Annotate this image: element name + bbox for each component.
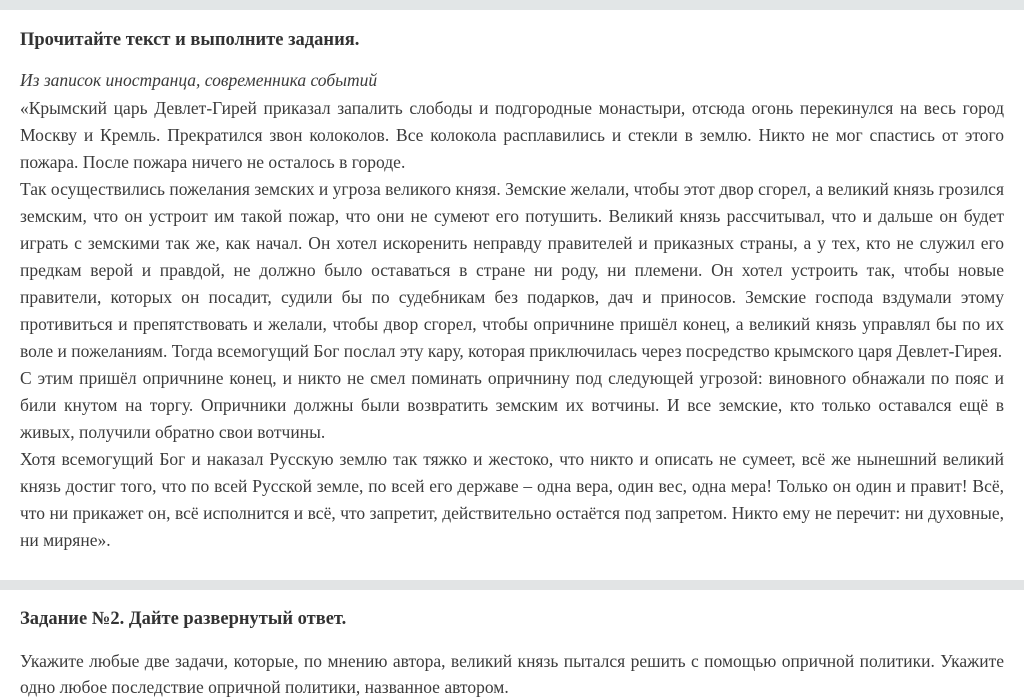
passage-paragraph: Хотя всемогущий Бог и наказал Русскую землю так тяжко и жестоко, что никто и описать не сумеет, всё же нынешний великий князь достиг того, что по всей Русской земле, по всей его державе – одна вера, один вес, одна мера! Только он один и правит! Всё, что ни прикажет он, всё исполнится и всё, что запретит, действительно остаётся под запретом. Никто ему не перечит: ни духовные, ни миряне». <box>20 449 1004 550</box>
instruction-heading: Прочитайте текст и выполните задания. <box>20 30 360 50</box>
source-attribution: Из записок иностранца, современника событий <box>20 70 378 90</box>
task-prompt: Укажите любые две задачи, которые, по мнению автора, великий князь пытался решить с помощью опричной политики. Укажите одно любое последствие опричной политики, названное автором. <box>20 651 1004 697</box>
section-divider <box>0 580 1024 590</box>
passage-paragraph: С этим пришёл опричнине конец, и никто не смел поминать опричнину под следующей угрозой: виновного обнажали по пояс и били кнутом на торгу. Опричники должны были возвратить земским их вотчины. И все земские, кто только оставался ещё в живых, получили обратно свои вотчины. <box>20 368 1004 442</box>
passage-paragraph: Так осуществились пожелания земских и угроза великого князя. Земские желали, чтобы этот двор сгорел, а великий князь грозился земским, что он устроит им такой пожар, что они не сумеют его потушить. Великий князь рассчитывал, что и дальше он будет играть с земскими так же, как начал. Он хотел искоренить неправду правителей и приказных страны, а у тех, кто не служил его предкам верой и правдой, не должно было оставаться в стране ни роду, ни племени. Он хотел устроить так, чтобы новые правители, которых он посадит, судили бы по судебникам без подарков, дач и приносов. Земские господа вздумали этому противиться и препятствовать и желали, чтобы двор сгорел, чтобы опричнине пришёл конец, а великий князь управлял бы по их воле и пожеланиям. Тогда всемогущий Бог послал эту кару, которая приключилась через посредство крымского царя Девлет-Гирея. <box>20 179 1004 361</box>
document-content <box>0 27 1024 554</box>
task-section <box>0 606 1024 700</box>
top-bar <box>0 0 1024 10</box>
passage-text <box>20 95 1004 554</box>
task-heading: Задание №2. Дайте развернутый ответ. <box>20 609 347 629</box>
passage-paragraph: «Крымский царь Девлет-Гирей приказал запалить слободы и подгородные монастыри, отсюда огонь перекинулся на весь город Москву и Кремль. Прекратился звон колоколов. Все колокола расплавились и стекли в землю. Никто не мог спастись от этого пожара. После пожара ничего не осталось в городе. <box>20 98 1004 172</box>
